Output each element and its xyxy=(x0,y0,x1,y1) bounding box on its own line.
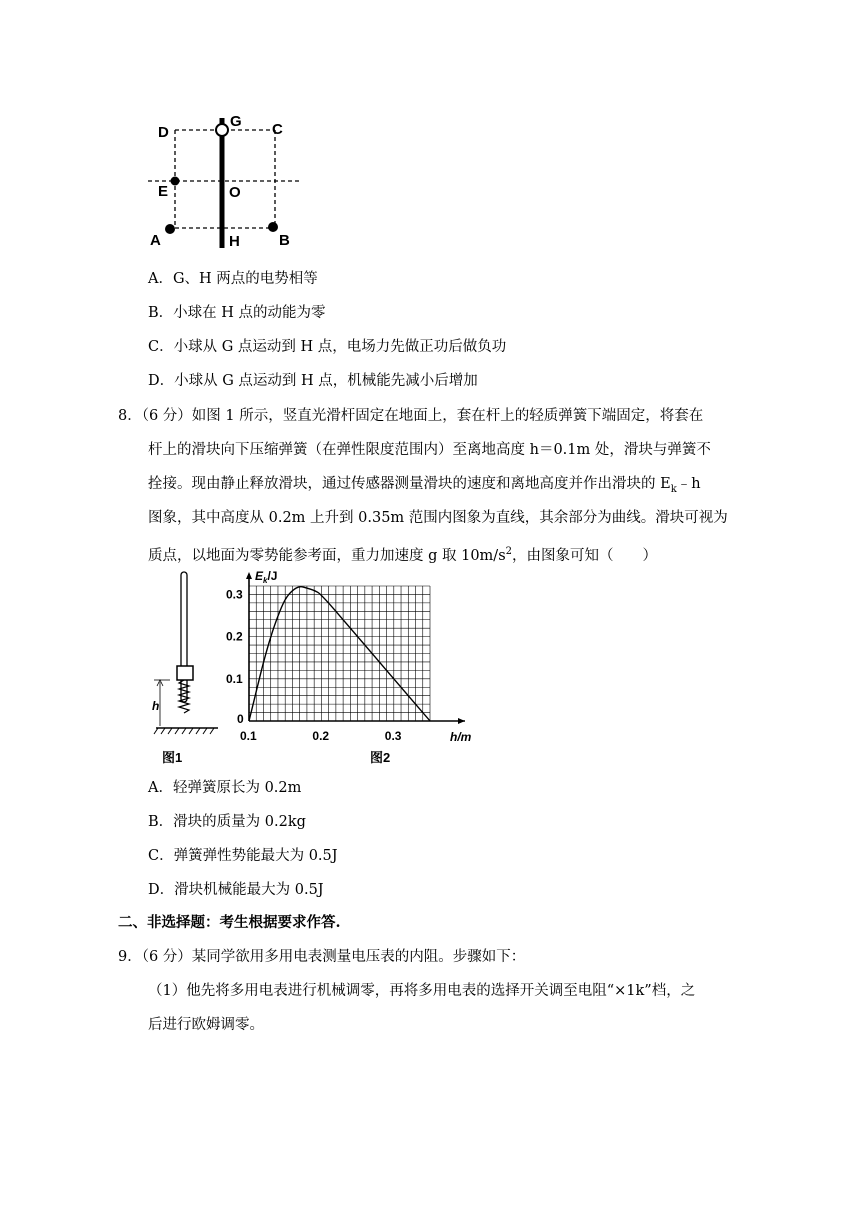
q8-stem-line2: 杆上的滑块向下压缩弹簧（在弹性限度范围内）至离地高度 h＝0.1m 处，滑块与弹簧不 xyxy=(148,442,711,458)
q7-option-a: A．G、H 两点的电势相等 xyxy=(148,271,318,287)
figure-1-rod-spring xyxy=(148,568,220,740)
y-tick-label: 0.1 xyxy=(226,671,243,686)
q8-option-a: A．轻弹簧原长为 0.2m xyxy=(148,780,302,796)
q8-option-d: D．滑块机械能最大为 0.5J xyxy=(148,882,324,898)
chart-axes xyxy=(246,569,472,744)
label-D: D xyxy=(158,124,169,141)
y-axis-label: $E_k/J$ xyxy=(255,569,278,585)
point-A-charge xyxy=(165,224,175,234)
y-tick-label: 0.3 xyxy=(226,587,243,602)
q8-option-c: C．弹簧弹性势能最大为 0.5J xyxy=(148,848,338,864)
label-H: H xyxy=(229,233,240,250)
x-tick-label: 0.3 xyxy=(384,729,402,743)
small-ball-G xyxy=(216,124,228,136)
point-B-charge xyxy=(268,222,278,232)
q9-stem-line2: （1）他先将多用电表进行机械调零，再将多用电表的选择开关调至电阻“×1k”档，之 xyxy=(148,983,696,999)
fig1-caption: 图1 xyxy=(162,750,183,765)
label-h: h xyxy=(152,699,160,713)
label-C: C xyxy=(272,121,283,138)
section-2-heading: 二、非选择题：考生根据要求作答. xyxy=(118,914,341,931)
y-tick-label: 0.2 xyxy=(226,629,243,644)
x-axis-label: h/m xyxy=(450,730,472,744)
q8-stem-line3: 拴接。现由静止释放滑块，通过传感器测量滑块的速度和离地高度并作出滑块的 $E_k﹣h$ xyxy=(148,476,701,495)
q8-stem-line5: 质点，以地面为零势能参考面，重力加速度 g 取 $10m/s^2$，由图象可知（ ） xyxy=(148,546,658,564)
q9-stem-line3: 后进行欧姆调零。 xyxy=(148,1017,264,1033)
q7-option-b: B．小球在 H 点的动能为零 xyxy=(148,305,326,321)
origin-label: 0 xyxy=(237,712,244,726)
label-E: E xyxy=(158,183,169,200)
q8-option-b: B．滑块的质量为 0.2kg xyxy=(148,814,306,830)
x-tick-label: 0.2 xyxy=(312,729,330,743)
label-O: O xyxy=(229,184,241,201)
figure-field-diagram xyxy=(140,108,310,253)
q9-stem-line1: 9．（6 分）某同学欲用多用电表测量电压表的内阻。步骤如下： xyxy=(118,949,526,965)
slider-block xyxy=(177,666,193,680)
ek-h-curve xyxy=(249,587,430,721)
point-E-charge xyxy=(171,177,180,186)
fig2-caption: 图2 xyxy=(370,750,391,765)
q8-stem-line4: 图象，其中高度从 0.2m 上升到 0.35m 范围内图象为直线，其余部分为曲线。滑块可视为 xyxy=(148,510,728,526)
chart-grid xyxy=(249,586,430,721)
label-G: G xyxy=(230,113,242,130)
x-tick-label: 0.1 xyxy=(240,729,257,743)
q7-option-d: D．小球从 G 点运动到 H 点，机械能先减小后增加 xyxy=(148,373,478,389)
x-axis-arrow xyxy=(458,718,465,724)
label-A: A xyxy=(150,232,161,249)
q7-option-c: C．小球从 G 点运动到 H 点，电场力先做正功后做负功 xyxy=(148,339,507,355)
figure-2-ek-h-chart xyxy=(225,566,475,746)
q8-stem-line1: 8．（6 分）如图 1 所示，竖直光滑杆固定在地面上，套在杆上的轻质弹簧下端固定，将套在 xyxy=(118,408,704,424)
label-B: B xyxy=(279,232,290,249)
y-axis-arrow xyxy=(246,572,252,579)
chart-series xyxy=(249,587,430,721)
